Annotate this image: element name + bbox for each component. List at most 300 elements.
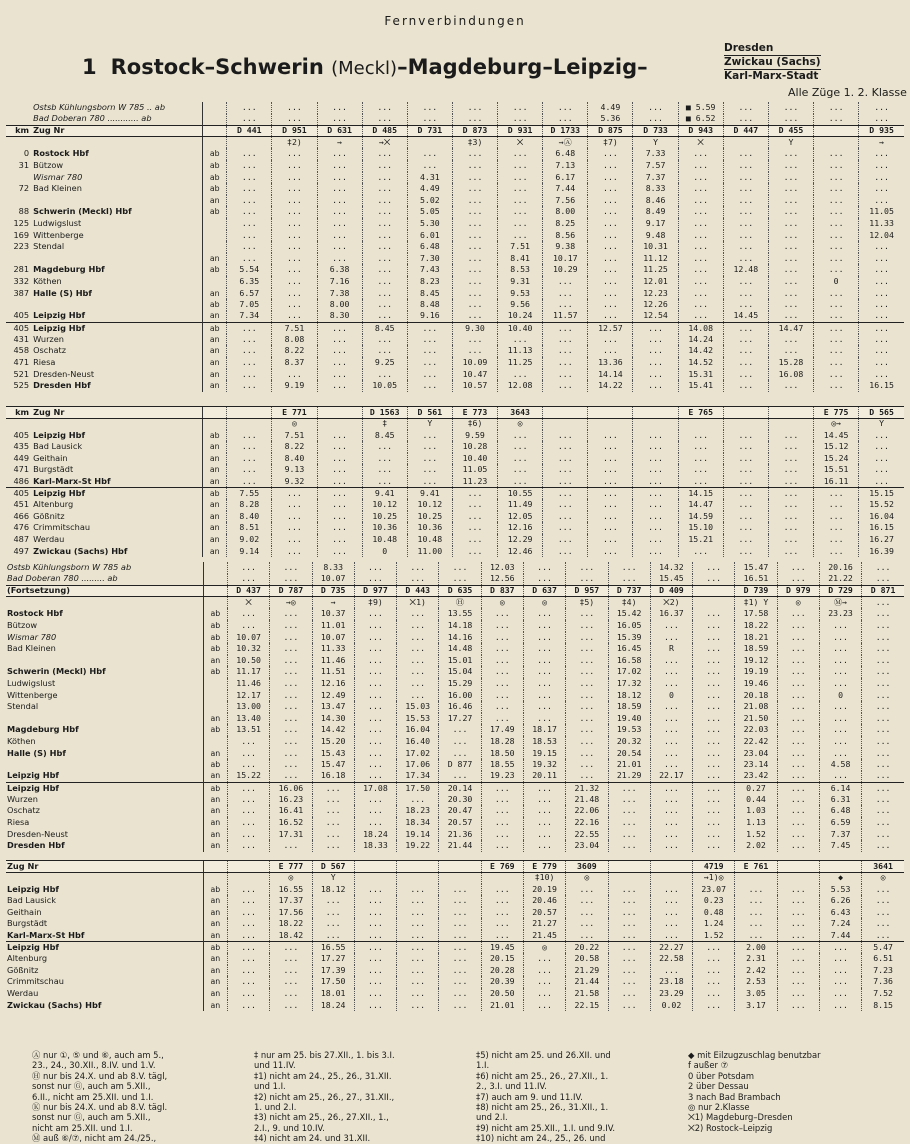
time-cell: ... <box>270 562 312 574</box>
time-cell: ... <box>270 690 312 702</box>
table-row <box>6 771 904 783</box>
time-cell: ... <box>543 546 588 558</box>
time-cell: 8.00 <box>543 206 588 218</box>
time-cell: ... <box>481 620 523 632</box>
time-cell: ... <box>270 608 312 620</box>
time-cell: ... <box>317 534 362 546</box>
time-cell: ... <box>633 453 678 465</box>
time-cell: ... <box>819 666 861 678</box>
train-number: D 631 <box>317 125 362 137</box>
arr-dep-marker: ab <box>203 782 227 794</box>
time-cell: 8.33 <box>312 562 354 574</box>
destination-karl-marx-stadt: Karl-Marx-Stadt <box>724 70 819 82</box>
station-name: Rostock Hbf <box>33 148 89 159</box>
table-row <box>6 701 904 713</box>
time-cell: ... <box>693 748 735 760</box>
time-cell: ... <box>397 965 439 977</box>
time-cell: 16.15 <box>859 380 904 392</box>
time-cell: ... <box>768 441 813 453</box>
time-cell: ... <box>859 369 904 381</box>
station-name: Leipzig Hbf <box>7 883 59 894</box>
time-cell: 18.55 <box>481 759 523 771</box>
table-row <box>6 476 904 488</box>
time-cell: 14.14 <box>588 369 633 381</box>
time-cell: 17.02 <box>397 748 439 760</box>
time-cell: ... <box>354 907 396 919</box>
destination-dresden: Dresden <box>724 42 821 56</box>
time-cell: 17.50 <box>312 976 354 988</box>
time-cell: ... <box>272 534 317 546</box>
time-cell: ... <box>768 264 813 276</box>
legend-column-1 <box>32 1050 167 1144</box>
time-cell: ... <box>777 562 819 574</box>
time-cell: 4.58 <box>819 759 861 771</box>
time-cell: ... <box>317 476 362 488</box>
train-number-row <box>6 407 904 419</box>
arr-dep-marker: ab <box>203 666 227 678</box>
time-cell: ... <box>678 218 723 230</box>
arr-dep-marker: ab <box>203 322 227 334</box>
time-cell: ... <box>543 511 588 523</box>
time-cell: ... <box>543 288 588 300</box>
time-cell: ... <box>312 918 354 930</box>
table-row <box>6 976 904 988</box>
time-cell: 10.36 <box>407 522 452 534</box>
time-cell: 9.41 <box>362 488 407 500</box>
time-cell: ... <box>481 701 523 713</box>
time-cell: 16.04 <box>859 511 904 523</box>
time-cell: 5.53 <box>819 884 861 896</box>
time-cell: ... <box>523 655 565 667</box>
train-symbol <box>227 418 272 430</box>
train-symbol <box>397 872 439 884</box>
arr-dep-marker: ab <box>203 264 227 276</box>
time-cell: ... <box>819 736 861 748</box>
time-cell: ... <box>354 666 396 678</box>
time-cell: ... <box>317 334 362 346</box>
time-cell: ... <box>543 102 588 114</box>
time-cell: ... <box>693 736 735 748</box>
time-cell: ... <box>723 369 768 381</box>
time-cell: ... <box>397 608 439 620</box>
time-cell: ... <box>819 771 861 783</box>
arr-dep-marker: an <box>203 534 227 546</box>
time-cell: ... <box>862 794 904 806</box>
time-cell: ... <box>723 499 768 511</box>
arr-dep-marker: an <box>203 965 227 977</box>
time-cell: 7.51 <box>272 322 317 334</box>
time-cell: ... <box>735 907 777 919</box>
time-cell: 0.27 <box>735 782 777 794</box>
time-cell: ... <box>588 195 633 207</box>
arr-dep-marker: an <box>203 918 227 930</box>
time-cell: ... <box>452 334 497 346</box>
time-cell: ... <box>768 334 813 346</box>
train-symbol: ◎ <box>270 872 312 884</box>
time-cell: 7.37 <box>633 172 678 184</box>
time-cell: ... <box>814 534 859 546</box>
time-cell: ... <box>723 183 768 195</box>
time-cell: ... <box>862 608 904 620</box>
time-cell: 8.37 <box>272 357 317 369</box>
time-cell: 5.30 <box>407 218 452 230</box>
time-cell: ... <box>862 632 904 644</box>
train-number <box>439 861 481 873</box>
time-cell: 4.49 <box>588 102 633 114</box>
time-cell: ... <box>650 829 692 841</box>
time-cell: 20.28 <box>481 965 523 977</box>
time-cell: ... <box>588 218 633 230</box>
time-cell: ... <box>819 976 861 988</box>
time-cell: 9.32 <box>272 476 317 488</box>
train-symbol: ‡1) Y <box>735 597 777 609</box>
time-cell: ... <box>768 380 813 392</box>
station-name: Schwerin (Meckl) Hbf <box>33 206 132 217</box>
time-cell: ... <box>608 930 650 942</box>
train-symbol-row <box>6 872 904 884</box>
time-cell: 18.50 <box>481 748 523 760</box>
time-cell: ... <box>588 183 633 195</box>
time-cell: ... <box>633 102 678 114</box>
arr-dep-marker: an <box>203 771 227 783</box>
time-cell: ... <box>693 840 735 852</box>
time-cell: ... <box>397 988 439 1000</box>
time-cell: 21.44 <box>439 840 481 852</box>
time-cell: ... <box>588 288 633 300</box>
station-name: Bad Doberan 780 ............ ab <box>33 113 152 124</box>
time-cell: ... <box>362 441 407 453</box>
time-cell: 22.15 <box>566 1000 608 1012</box>
station-name: Werdau <box>7 988 39 999</box>
time-cell: ... <box>452 160 497 172</box>
time-cell: 18.42 <box>270 930 312 942</box>
time-cell: ... <box>588 511 633 523</box>
station-name: Schwerin (Meckl) Hbf <box>7 666 106 677</box>
station-name: Magdeburg Hbf <box>7 724 79 735</box>
time-cell: ... <box>777 965 819 977</box>
train-number-label: Zug Nr <box>6 861 203 873</box>
time-cell: 16.45 <box>608 643 650 655</box>
time-cell: ... <box>862 817 904 829</box>
time-cell: ... <box>588 148 633 160</box>
km-cell <box>6 102 32 114</box>
table-row <box>6 759 904 771</box>
train-number: E 769 <box>481 861 523 873</box>
time-cell: ... <box>768 102 813 114</box>
time-cell: ... <box>317 241 362 253</box>
table-row <box>6 884 904 896</box>
arr-dep-marker: an <box>203 499 227 511</box>
time-cell: 22.17 <box>650 771 692 783</box>
time-cell: ... <box>859 102 904 114</box>
time-cell: ... <box>481 805 523 817</box>
legend-line: Ⓜ auß ⑥/⑦, nicht am 24./25., <box>32 1133 157 1144</box>
time-cell: 20.15 <box>481 953 523 965</box>
train-number: D 455 <box>768 125 813 137</box>
time-cell: ... <box>608 794 650 806</box>
time-cell: ... <box>723 453 768 465</box>
time-cell: ... <box>407 441 452 453</box>
time-cell: ... <box>227 253 272 265</box>
train-number: D 731 <box>407 125 452 137</box>
time-cell: ... <box>650 701 692 713</box>
time-cell: ... <box>227 782 269 794</box>
time-cell: ... <box>814 345 859 357</box>
km-cell: 449 <box>13 452 30 463</box>
time-cell: 7.51 <box>272 430 317 442</box>
time-cell: ... <box>566 701 608 713</box>
time-cell: ... <box>862 713 904 725</box>
train-number: D 979 <box>777 585 819 597</box>
time-cell: ... <box>312 794 354 806</box>
time-cell: ... <box>523 965 565 977</box>
time-cell: ... <box>633 380 678 392</box>
train-number: D 437 <box>227 585 269 597</box>
time-cell: ... <box>317 441 362 453</box>
km-cell <box>6 137 32 149</box>
time-cell: ... <box>777 988 819 1000</box>
time-cell: ... <box>354 643 396 655</box>
time-cell: ... <box>397 884 439 896</box>
time-cell: ... <box>814 488 859 500</box>
km-cell: 0 <box>23 148 30 159</box>
train-number: D 409 <box>650 585 692 597</box>
time-cell: ... <box>650 805 692 817</box>
time-cell: ... <box>650 678 692 690</box>
time-cell: ... <box>354 817 396 829</box>
station-name: Burgstädt <box>33 464 74 475</box>
train-symbol <box>723 418 768 430</box>
time-cell: ... <box>270 655 312 667</box>
time-cell: 17.27 <box>439 713 481 725</box>
time-cell: ... <box>678 230 723 242</box>
train-symbol: ◆ <box>819 872 861 884</box>
time-cell: ... <box>452 276 497 288</box>
train-symbol <box>678 418 723 430</box>
table-row <box>6 195 904 207</box>
time-cell: 16.00 <box>439 690 481 702</box>
time-cell: ... <box>693 713 735 725</box>
time-cell: 9.41 <box>407 488 452 500</box>
time-cell: ... <box>608 829 650 841</box>
time-cell: ... <box>481 608 523 620</box>
train-symbol: → <box>317 137 362 149</box>
time-cell: ... <box>588 430 633 442</box>
train-symbol <box>354 872 396 884</box>
time-cell: ... <box>227 829 269 841</box>
time-cell: ... <box>397 1000 439 1012</box>
train-number: D 447 <box>723 125 768 137</box>
time-cell: 7.37 <box>819 829 861 841</box>
km-cell: 125 <box>13 217 30 228</box>
train-symbol <box>650 872 692 884</box>
train-number <box>317 407 362 419</box>
legend-line: Ⓚ nur bis 24.X. und ab 8.V. tägl. <box>32 1102 168 1113</box>
table-row <box>6 441 904 453</box>
time-cell: ... <box>317 546 362 558</box>
time-cell: ... <box>723 241 768 253</box>
time-cell: ... <box>272 288 317 300</box>
train-symbol: Y <box>768 137 813 149</box>
time-cell: 15.24 <box>814 453 859 465</box>
time-cell: ... <box>723 464 768 476</box>
time-cell: 23.18 <box>650 976 692 988</box>
time-cell: ... <box>481 713 523 725</box>
legend-line: 2 über Dessau <box>688 1081 749 1092</box>
station-name: Wittenberge <box>33 229 84 240</box>
time-cell: ... <box>633 534 678 546</box>
time-cell: ... <box>523 562 565 574</box>
time-cell: ... <box>227 608 269 620</box>
time-cell: ... <box>859 183 904 195</box>
time-cell: ... <box>354 655 396 667</box>
time-cell: ... <box>397 690 439 702</box>
time-cell: ... <box>566 666 608 678</box>
table-row <box>6 148 904 160</box>
table-row <box>6 643 904 655</box>
time-cell: 23.07 <box>693 884 735 896</box>
time-cell: 20.11 <box>523 771 565 783</box>
arr-dep-marker: an <box>203 817 227 829</box>
time-cell: ... <box>227 380 272 392</box>
time-cell: 14.32 <box>650 562 692 574</box>
arr-dep-header <box>203 125 227 137</box>
time-cell: ... <box>270 620 312 632</box>
time-cell: ... <box>859 195 904 207</box>
time-cell: 7.24 <box>819 918 861 930</box>
station-name: Stendal <box>33 241 65 252</box>
time-cell: ... <box>270 678 312 690</box>
time-cell: ... <box>588 441 633 453</box>
time-cell: ... <box>498 464 543 476</box>
time-cell: 9.30 <box>452 322 497 334</box>
time-cell: D 877 <box>439 759 481 771</box>
time-cell: 22.06 <box>566 805 608 817</box>
train-number-label: Zug Nr <box>32 125 203 137</box>
time-cell: 19.46 <box>735 678 777 690</box>
time-cell: ... <box>397 930 439 942</box>
train-number: D 441 <box>227 125 272 137</box>
time-cell: ... <box>354 759 396 771</box>
time-cell: ... <box>777 942 819 954</box>
time-cell: ... <box>354 918 396 930</box>
arr-dep-marker: ab <box>203 172 227 184</box>
time-cell: ... <box>862 782 904 794</box>
time-cell: ... <box>723 206 768 218</box>
station-name: Geithain <box>7 906 42 917</box>
station-name: Wurzen <box>33 333 64 344</box>
time-cell: ... <box>543 357 588 369</box>
train-number <box>354 861 396 873</box>
time-cell: 7.51 <box>498 241 543 253</box>
time-cell: ... <box>814 241 859 253</box>
time-cell: ... <box>498 441 543 453</box>
legend-line: ‡5) nicht am 25. und 26.XII. und <box>476 1050 611 1060</box>
train-symbol <box>588 418 633 430</box>
train-symbol: Y <box>633 137 678 149</box>
time-cell: 21.48 <box>566 794 608 806</box>
km-cell: 435 <box>13 441 30 452</box>
time-cell: 17.02 <box>608 666 650 678</box>
time-cell: ... <box>633 511 678 523</box>
time-cell: 17.56 <box>270 907 312 919</box>
time-cell: ... <box>768 148 813 160</box>
time-cell: ... <box>768 241 813 253</box>
time-cell: 6.26 <box>819 895 861 907</box>
time-cell: ... <box>227 988 269 1000</box>
time-cell: ... <box>777 701 819 713</box>
route-part-b: –Magdeburg–Leipzig– <box>397 55 648 79</box>
time-cell: ... <box>452 172 497 184</box>
time-cell: 13.40 <box>227 713 269 725</box>
train-symbol: ‡2) <box>272 137 317 149</box>
time-cell: ... <box>814 253 859 265</box>
time-cell: 14.45 <box>814 430 859 442</box>
time-cell: ... <box>735 930 777 942</box>
time-cell: ... <box>452 534 497 546</box>
time-cell: ... <box>227 840 269 852</box>
time-cell: 6.38 <box>317 264 362 276</box>
time-cell: 21.36 <box>439 829 481 841</box>
station-name <box>32 418 203 430</box>
legend-line: 6.II., nicht am 25.XII. und 1.I. <box>32 1091 154 1102</box>
time-cell: ... <box>723 299 768 311</box>
train-number: E 775 <box>814 407 859 419</box>
time-cell: ... <box>407 357 452 369</box>
time-cell: 6.43 <box>819 907 861 919</box>
time-cell: ... <box>862 884 904 896</box>
train-number: D 787 <box>270 585 312 597</box>
station-name: Burgstädt <box>7 918 48 929</box>
time-cell: ... <box>814 114 859 126</box>
time-cell: ... <box>650 840 692 852</box>
time-cell: ... <box>693 678 735 690</box>
time-cell: ... <box>317 522 362 534</box>
train-number: D 735 <box>312 585 354 597</box>
time-cell: ... <box>317 499 362 511</box>
table-row <box>6 322 904 334</box>
time-cell: ... <box>397 562 439 574</box>
time-cell: 8.22 <box>272 441 317 453</box>
legend-line: f außer ⑦ <box>688 1060 729 1071</box>
train-number-row <box>6 861 904 873</box>
station-name: Köthen <box>7 735 36 746</box>
arr-dep-marker: an <box>203 907 227 919</box>
time-cell: ... <box>452 345 497 357</box>
time-cell: ... <box>407 322 452 334</box>
time-cell: ... <box>543 534 588 546</box>
arr-dep-marker: ab <box>203 148 227 160</box>
train-number <box>608 861 650 873</box>
time-cell: ... <box>354 620 396 632</box>
time-cell: ... <box>633 430 678 442</box>
time-cell: 19.15 <box>523 748 565 760</box>
time-cell: 14.42 <box>678 345 723 357</box>
table-row <box>6 206 904 218</box>
time-cell: 15.12 <box>814 441 859 453</box>
time-cell: ... <box>354 701 396 713</box>
table-row <box>6 608 904 620</box>
table-number: 1 <box>82 55 97 79</box>
time-cell: ... <box>270 724 312 736</box>
time-cell: 14.42 <box>312 724 354 736</box>
time-cell: ... <box>723 230 768 242</box>
train-number: E 771 <box>272 407 317 419</box>
legend-line: Ⓗ nur bis 24.X. und ab 8.V. tägl, <box>32 1070 168 1081</box>
time-cell: ... <box>650 759 692 771</box>
time-cell: 20.30 <box>439 794 481 806</box>
train-number: D 729 <box>819 585 861 597</box>
